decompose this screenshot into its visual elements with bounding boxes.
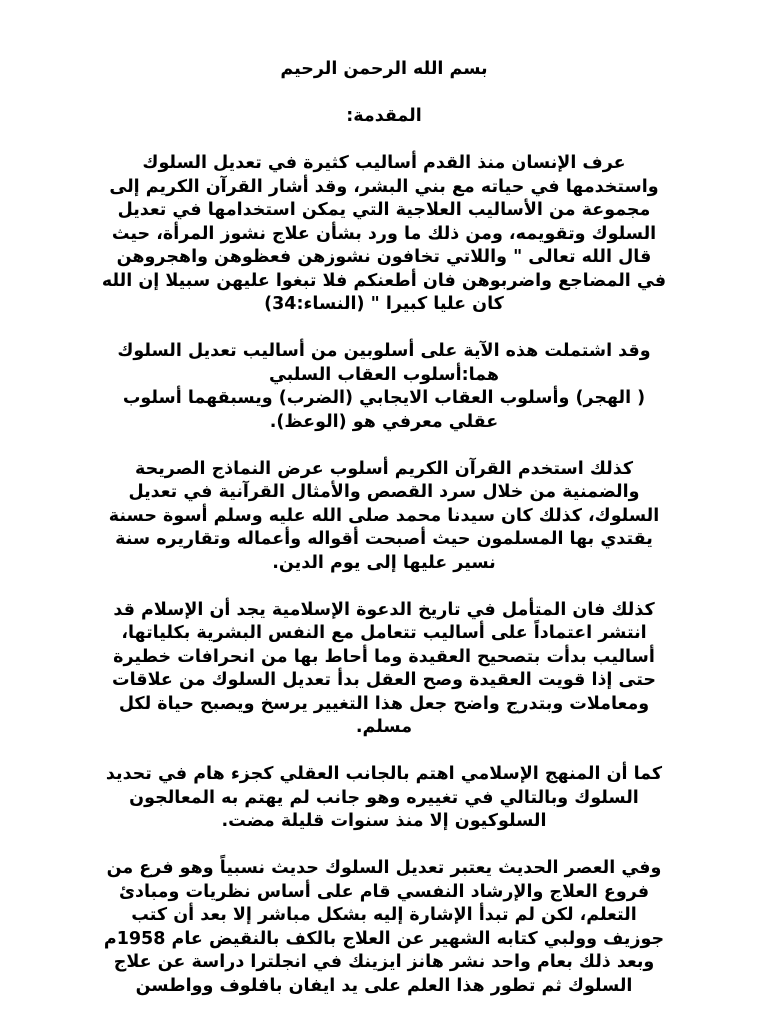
text-line: كذلك فان المتأمل في تاريخ الدعوة الإسلامية يجد أن الإسلام قد — [113, 599, 655, 620]
text-line: حتى إذا قويت العقيدة وصح العقل بدأ تعديل السلوك من علاقات — [112, 670, 656, 690]
text-line: وفي العصر الحديث يعتبر تعديل السلوك حديث نسبياً وهو فرع من — [106, 858, 662, 878]
text-line: مجموعة من الأساليب العلاجية التي يمكن استخدامها في تعديل — [117, 200, 651, 220]
text-line: فروع العلاج والإرشاد النفسي قام على أساس نظريات ومبادئ — [118, 881, 650, 902]
text-line: هما:أسلوب العقاب السلبي — [268, 364, 500, 385]
text-line: واستخدمها في حياته مع بني البشر، وقد أشار القرآن الكريم إلى — [109, 176, 659, 197]
text-line: مسلم. — [355, 717, 413, 737]
text-line: السلوك وتقويمه، ومن ذلك ما ورد بشأن علاج نشوز المرأة، حيث — [111, 223, 657, 244]
page-title: المقدمة: — [346, 106, 422, 126]
text-line: عرف الإنسان منذ القدم أساليب كثيرة في تعديل السلوك — [142, 153, 626, 173]
text-line: ومعاملات وبتدرج واضح جعل هذا التغيير يرسخ ويصبح حياة لكل — [118, 693, 650, 714]
text-line: انتشر اعتماداً على أساليب تتعامل مع النفس البشرية بكلياتها، — [121, 623, 647, 643]
text-line: السلوك ثم تطور هذا العلم على يد ايفان بافلوف وواطسن — [135, 975, 633, 996]
text-line: قال الله تعالى " واللاتي تخافون نشوزهن فعظوهن واهجروهن — [116, 247, 652, 267]
text-line: التعلم، لكن لم تبدأ الإشارة إليه بشكل مباشر إلا بعد أن كتب — [131, 905, 637, 925]
text-line: جوزيف وولبي كتابه الشهير عن العلاج بالكف بالنقيض عام 1958م — [103, 928, 665, 949]
basmala: بسم الله الرحمن الرحيم — [280, 59, 488, 79]
text-line: كما أن المنهج الإسلامي اهتم بالجانب العقلي كجزء هام في تحديد — [105, 764, 663, 784]
text-line: السلوكيون إلا منذ سنوات قليلة مضت. — [221, 811, 547, 831]
paragraph-6 — [56, 857, 712, 998]
text-line: وقد اشتملت هذه الآية على أسلوبين من أساليب تعديل السلوك — [117, 341, 651, 361]
text-line: السلوك، كذلك كان سيدنا محمد صلى الله عليه وسلم أسوة حسنة — [108, 505, 660, 526]
paragraph-3 — [56, 458, 712, 576]
text-line: كذلك استخدم القرآن الكريم أسلوب عرض النماذج الصريحة — [134, 458, 633, 479]
paragraph-1 — [56, 152, 712, 317]
text-line: نسير عليها إلى يوم الدين. — [272, 552, 496, 573]
text-line: عقلي معرفي هو (الوعظ). — [269, 411, 499, 432]
text-line: أساليب بدأت بتصحيح العقيدة وما أحاط بها من انحرافات خطيرة — [113, 646, 655, 667]
paragraph-4 — [56, 599, 712, 740]
text-line: كان عليا كبيرا " (النساء:34) — [264, 294, 504, 314]
text-line: يقتدي بها المسلمون حيث أصبحت أقواله وأعماله وتقاريره سنة — [115, 529, 653, 549]
text-line: والضمنية من خلال سرد القصص والأمثال القرآنية في تعديل — [128, 482, 640, 502]
text-line: السلوك وبالتالي في تغييره وهو جانب لم يهتم به المعالجون — [129, 787, 639, 808]
paragraph-5 — [56, 763, 712, 834]
text-line: في المضاجع واضربوهن فان أطعنكم فلا تبغوا عليهن سبيلا إن الله — [101, 270, 667, 291]
paragraph-2 — [56, 340, 712, 434]
text-line: ( الهجر) وأسلوب العقاب الايجابي (الضرب) ويسبقهما أسلوب — [122, 388, 646, 408]
text-line: وبعد ذلك بعام واحد نشر هانز ايزينك في انجلترا دراسة عن علاج — [113, 952, 655, 972]
